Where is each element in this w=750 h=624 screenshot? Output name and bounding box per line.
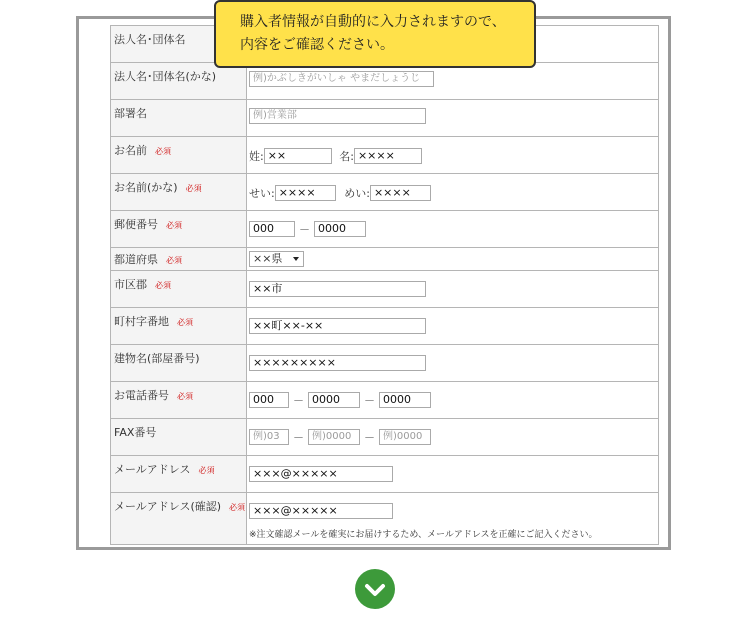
required-badge: 必須 xyxy=(198,466,215,475)
corp-kana-input[interactable]: 例)かぶしきがいしゃ やまだしょうじ xyxy=(249,71,434,87)
required-badge: 必須 xyxy=(155,281,171,290)
last-name-input[interactable]: ×× xyxy=(264,148,332,164)
auto-fill-tooltip xyxy=(214,0,536,68)
postal-dash: － xyxy=(299,223,310,236)
first-name-kana-input[interactable]: ×××× xyxy=(370,185,431,201)
purchaser-form-table xyxy=(110,25,659,545)
postal-code-part2-input[interactable]: 0000 xyxy=(314,221,366,237)
tooltip-line-2: 内容をご確認ください。 xyxy=(240,37,394,53)
label-fax: FAX番号 xyxy=(111,419,247,456)
chevron-down-icon xyxy=(355,569,395,609)
email-note: ※注文確認メールを確実にお届けするため、メールアドレスを正確にご記入ください。 xyxy=(249,530,598,540)
first-name-input[interactable]: ×××× xyxy=(354,148,422,164)
form-frame xyxy=(76,16,671,550)
label-name: お名前 必須 xyxy=(111,137,247,174)
phone-part2-input[interactable]: 0000 xyxy=(308,392,360,408)
mei-kana-label: めい: xyxy=(344,187,370,200)
phone-part3-input[interactable]: 0000 xyxy=(379,392,431,408)
label-corp-name: 法人名･団体名 xyxy=(111,26,247,63)
fax-dash-2: － xyxy=(364,431,375,444)
fax-part1-input[interactable]: 例)03 xyxy=(249,429,289,445)
next-step-button[interactable] xyxy=(355,569,395,609)
required-badge: 必須 xyxy=(166,256,182,265)
label-postal: 郵便番号 必須 xyxy=(111,211,247,248)
fax-part3-input[interactable]: 例)0000 xyxy=(379,429,431,445)
label-email-confirm: メールアドレス(確認) 必須 xyxy=(111,493,247,545)
prefecture-select[interactable]: ××県 xyxy=(249,251,304,267)
label-phone: お電話番号 必須 xyxy=(111,382,247,419)
required-badge: 必須 xyxy=(166,221,182,230)
sei-kana-label: せい: xyxy=(249,187,275,200)
label-department: 部署名 xyxy=(111,100,247,137)
label-city: 市区郡 必須 xyxy=(111,271,247,308)
label-building: 建物名(部屋番号) xyxy=(111,345,247,382)
email-input[interactable]: ×××@××××× xyxy=(249,466,393,482)
postal-code-part1-input[interactable]: 000 xyxy=(249,221,295,237)
label-corp-kana: 法人名･団体名(かな) xyxy=(111,63,247,100)
fax-part2-input[interactable]: 例)0000 xyxy=(308,429,360,445)
chevron-down-icon xyxy=(293,257,299,261)
phone-dash-2: － xyxy=(364,394,375,407)
building-input[interactable]: ××××××××× xyxy=(249,355,426,371)
label-prefecture: 都道府県 必須 xyxy=(111,248,247,271)
department-input[interactable]: 例)営業部 xyxy=(249,108,426,124)
sei-label: 姓: xyxy=(249,150,264,163)
mei-label: 名: xyxy=(339,150,354,163)
last-name-kana-input[interactable]: ×××× xyxy=(275,185,336,201)
tooltip-line-1: 購入者情報が自動的に入力されますので、 xyxy=(240,14,506,30)
phone-part1-input[interactable]: 000 xyxy=(249,392,289,408)
required-badge: 必須 xyxy=(155,147,171,156)
required-badge: 必須 xyxy=(177,392,193,401)
label-email: メールアドレス 必須 xyxy=(111,456,247,493)
city-input[interactable]: ××市 xyxy=(249,281,426,297)
phone-dash-1: － xyxy=(293,394,304,407)
label-name-kana: お名前(かな) 必須 xyxy=(111,174,247,211)
required-badge: 必須 xyxy=(177,318,193,327)
email-confirm-input[interactable]: ×××@××××× xyxy=(249,503,393,519)
street-input[interactable]: ××町××-×× xyxy=(249,318,426,334)
required-badge: 必須 xyxy=(229,503,246,512)
label-street: 町村字番地 必須 xyxy=(111,308,247,345)
fax-dash-1: － xyxy=(293,431,304,444)
required-badge: 必須 xyxy=(185,184,202,193)
